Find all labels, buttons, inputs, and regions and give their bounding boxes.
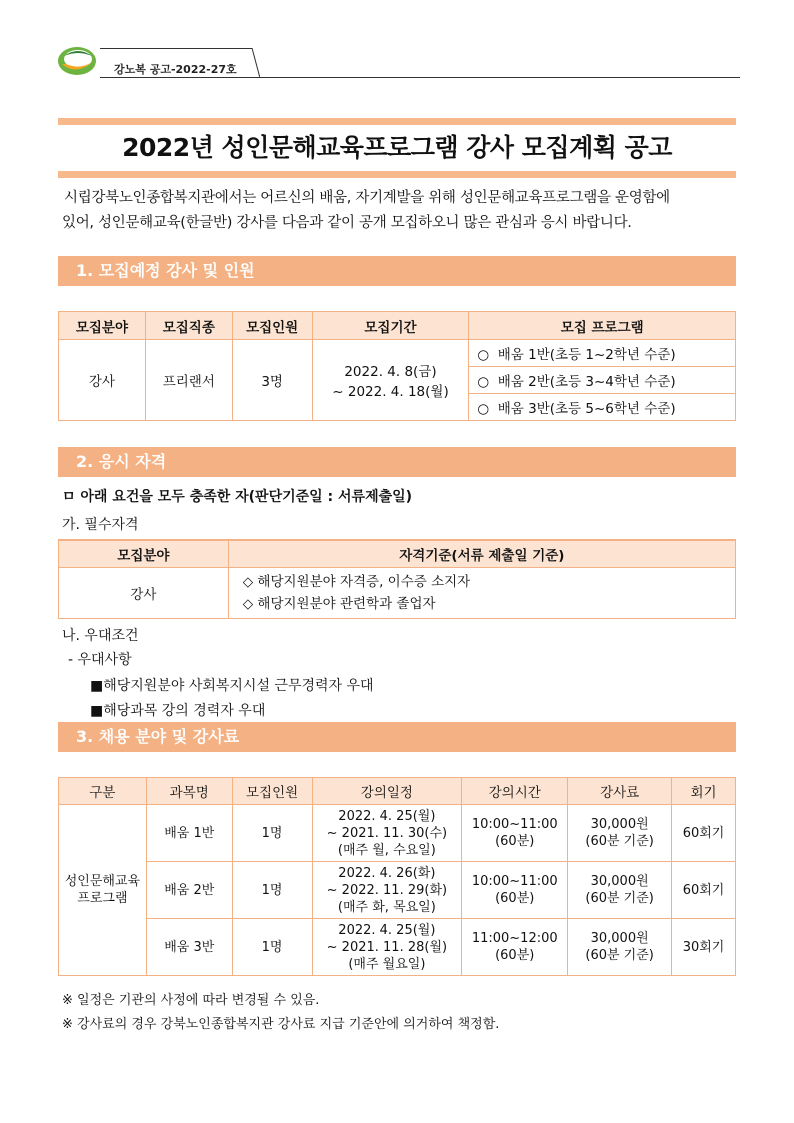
table-row xyxy=(59,340,736,367)
column-header: 회기 xyxy=(672,778,736,805)
time-line: (60분) xyxy=(495,834,535,849)
time-cell xyxy=(462,862,568,919)
column-header: 모집분야 xyxy=(59,312,146,340)
schedule-line: 2022. 4. 25(월) xyxy=(338,922,436,938)
count-cell: 1명 xyxy=(232,862,312,919)
schedule-line: ~ 2021. 11. 28(월) xyxy=(326,939,448,955)
time-line: 11:00~12:00 xyxy=(471,931,558,946)
program-label: 배움 2반(초등 3~4학년 수준) xyxy=(497,374,676,390)
column-header: 구분 xyxy=(59,778,147,805)
title-bar-bottom xyxy=(58,171,736,178)
category-line: 성인문해교육 xyxy=(64,874,141,889)
table-row xyxy=(59,862,736,919)
column-header: 모집직종 xyxy=(145,312,232,340)
period-start: 2022. 4. 8(금) xyxy=(344,364,437,380)
time-cell xyxy=(462,919,568,976)
program-cell xyxy=(469,367,736,394)
program-label: 배움 1반(초등 1~2학년 수준) xyxy=(497,347,676,363)
fee-cell xyxy=(568,862,672,919)
circle-bullet-icon: ○ xyxy=(477,347,490,363)
column-header: 모집인원 xyxy=(232,312,312,340)
section-1-heading: 1. 모집예정 강사 및 인원 xyxy=(58,256,736,286)
subject-cell: 배움 1반 xyxy=(146,805,232,862)
title-bar-top xyxy=(58,118,736,125)
fee-line: (60분 기준) xyxy=(585,948,654,963)
time-line: (60분) xyxy=(495,891,535,906)
required-qualification-label: 가. 필수자격 xyxy=(62,517,139,533)
note-fee-basis: ※ 강사료의 경우 강북노인종합복지관 강사료 지급 기준안에 의거하여 책정함. xyxy=(62,1017,500,1032)
fee-line: (60분 기준) xyxy=(585,891,654,906)
schedule-line: (매주 월, 수요일) xyxy=(337,842,436,858)
subject-cell: 배움 3반 xyxy=(146,919,232,976)
column-header: 강의시간 xyxy=(462,778,568,805)
fee-cell xyxy=(568,919,672,976)
job-cell: 프리랜서 xyxy=(145,340,232,421)
header-rule xyxy=(100,77,740,78)
fee-cell xyxy=(568,805,672,862)
schedule-cell xyxy=(312,919,462,976)
criteria-item: ◇ 해당지원분야 관련학과 졸업자 xyxy=(242,596,436,612)
circle-bullet-icon: ○ xyxy=(477,401,490,417)
eligibility-lead: ㅁ 아래 요건을 모두 충족한 자(판단기준일 : 서류제출일) xyxy=(62,489,413,505)
header-rule-top xyxy=(100,48,252,49)
period-end: ~ 2022. 4. 18(월) xyxy=(332,384,449,400)
field-cell: 강사 xyxy=(59,340,146,421)
column-header: 모집인원 xyxy=(232,778,312,805)
schedule-line: (매주 화, 목요일) xyxy=(337,899,436,915)
column-header: 모집분야 xyxy=(59,540,229,568)
column-header: 모집 프로그램 xyxy=(469,312,736,340)
column-header: 과목명 xyxy=(146,778,232,805)
preference-item: ■해당과목 강의 경력자 우대 xyxy=(90,703,266,719)
fee-line: (60분 기준) xyxy=(585,834,654,849)
category-cell xyxy=(59,805,147,976)
schedule-cell xyxy=(312,862,462,919)
schedule-line: (매주 월요일) xyxy=(348,956,426,972)
count-cell: 1명 xyxy=(232,805,312,862)
column-header: 강사료 xyxy=(568,778,672,805)
subject-cell: 배움 2반 xyxy=(146,862,232,919)
intro-paragraph xyxy=(62,186,738,236)
program-cell xyxy=(469,394,736,421)
count-cell: 1명 xyxy=(232,919,312,976)
note-schedule-change: ※ 일정은 기관의 사정에 따라 변경될 수 있음. xyxy=(62,993,320,1008)
time-cell xyxy=(462,805,568,862)
count-cell: 3명 xyxy=(232,340,312,421)
criteria-item: ◇ 해당지원분야 자격증, 이수증 소지자 xyxy=(242,574,471,590)
sessions-cell: 60회기 xyxy=(672,862,736,919)
schedule-cell xyxy=(312,805,462,862)
period-cell xyxy=(312,340,469,421)
table-header-row xyxy=(59,312,736,340)
time-line: 10:00~11:00 xyxy=(471,817,558,832)
table-row xyxy=(59,805,736,862)
table-header-row xyxy=(59,540,736,568)
column-header: 모집기간 xyxy=(312,312,469,340)
program-label: 배움 3반(초등 5~6학년 수준) xyxy=(497,401,676,417)
table-row xyxy=(59,568,736,619)
intro-line-2: 있어, 성인문해교육(한글반) 강사를 다음과 같이 공개 모집하오니 많은 관심과 응시 바랍니다. xyxy=(62,215,632,231)
fee-table xyxy=(58,777,736,976)
schedule-line: ~ 2021. 11. 30(수) xyxy=(326,825,448,841)
program-cell xyxy=(469,340,736,367)
preference-heading: - 우대사항 xyxy=(68,652,132,668)
intro-line-1: 시립강북노인종합복지관에서는 어르신의 배움, 자기계발을 위해 성인문해교육프로그램을 운영함에 xyxy=(64,190,670,206)
section-3-heading: 3. 채용 분야 및 강사료 xyxy=(58,722,736,752)
recruitment-table xyxy=(58,311,736,421)
circle-bullet-icon: ○ xyxy=(477,374,490,390)
fee-line: 30,000원 xyxy=(590,817,649,832)
document-number: 강노복 공고-2022-27호 xyxy=(114,63,237,76)
preference-label: 나. 우대조건 xyxy=(62,628,139,644)
schedule-line: ~ 2022. 11. 29(화) xyxy=(326,882,448,898)
time-line: 10:00~11:00 xyxy=(471,874,558,889)
table-header-row xyxy=(59,778,736,805)
fee-line: 30,000원 xyxy=(590,931,649,946)
schedule-line: 2022. 4. 26(화) xyxy=(338,865,436,881)
header-rule-slant xyxy=(240,48,260,78)
qualification-table xyxy=(58,539,736,619)
table-row xyxy=(59,919,736,976)
section-2-heading: 2. 응시 자격 xyxy=(58,447,736,477)
field-cell: 강사 xyxy=(59,568,229,619)
time-line: (60분) xyxy=(495,948,535,963)
criteria-cell xyxy=(228,568,735,619)
column-header: 자격기준(서류 제출일 기준) xyxy=(228,540,735,568)
fee-line: 30,000원 xyxy=(590,874,649,889)
category-line: 프로그램 xyxy=(77,891,128,906)
preference-item: ■해당지원분야 사회복지시설 근무경력자 우대 xyxy=(90,678,374,694)
sessions-cell: 60회기 xyxy=(672,805,736,862)
schedule-line: 2022. 4. 25(월) xyxy=(338,808,436,824)
organization-logo xyxy=(56,44,98,78)
sessions-cell: 30회기 xyxy=(672,919,736,976)
page-title: 2022년 성인문해교육프로그램 강사 모집계획 공고 xyxy=(122,133,672,162)
column-header: 강의일정 xyxy=(312,778,462,805)
